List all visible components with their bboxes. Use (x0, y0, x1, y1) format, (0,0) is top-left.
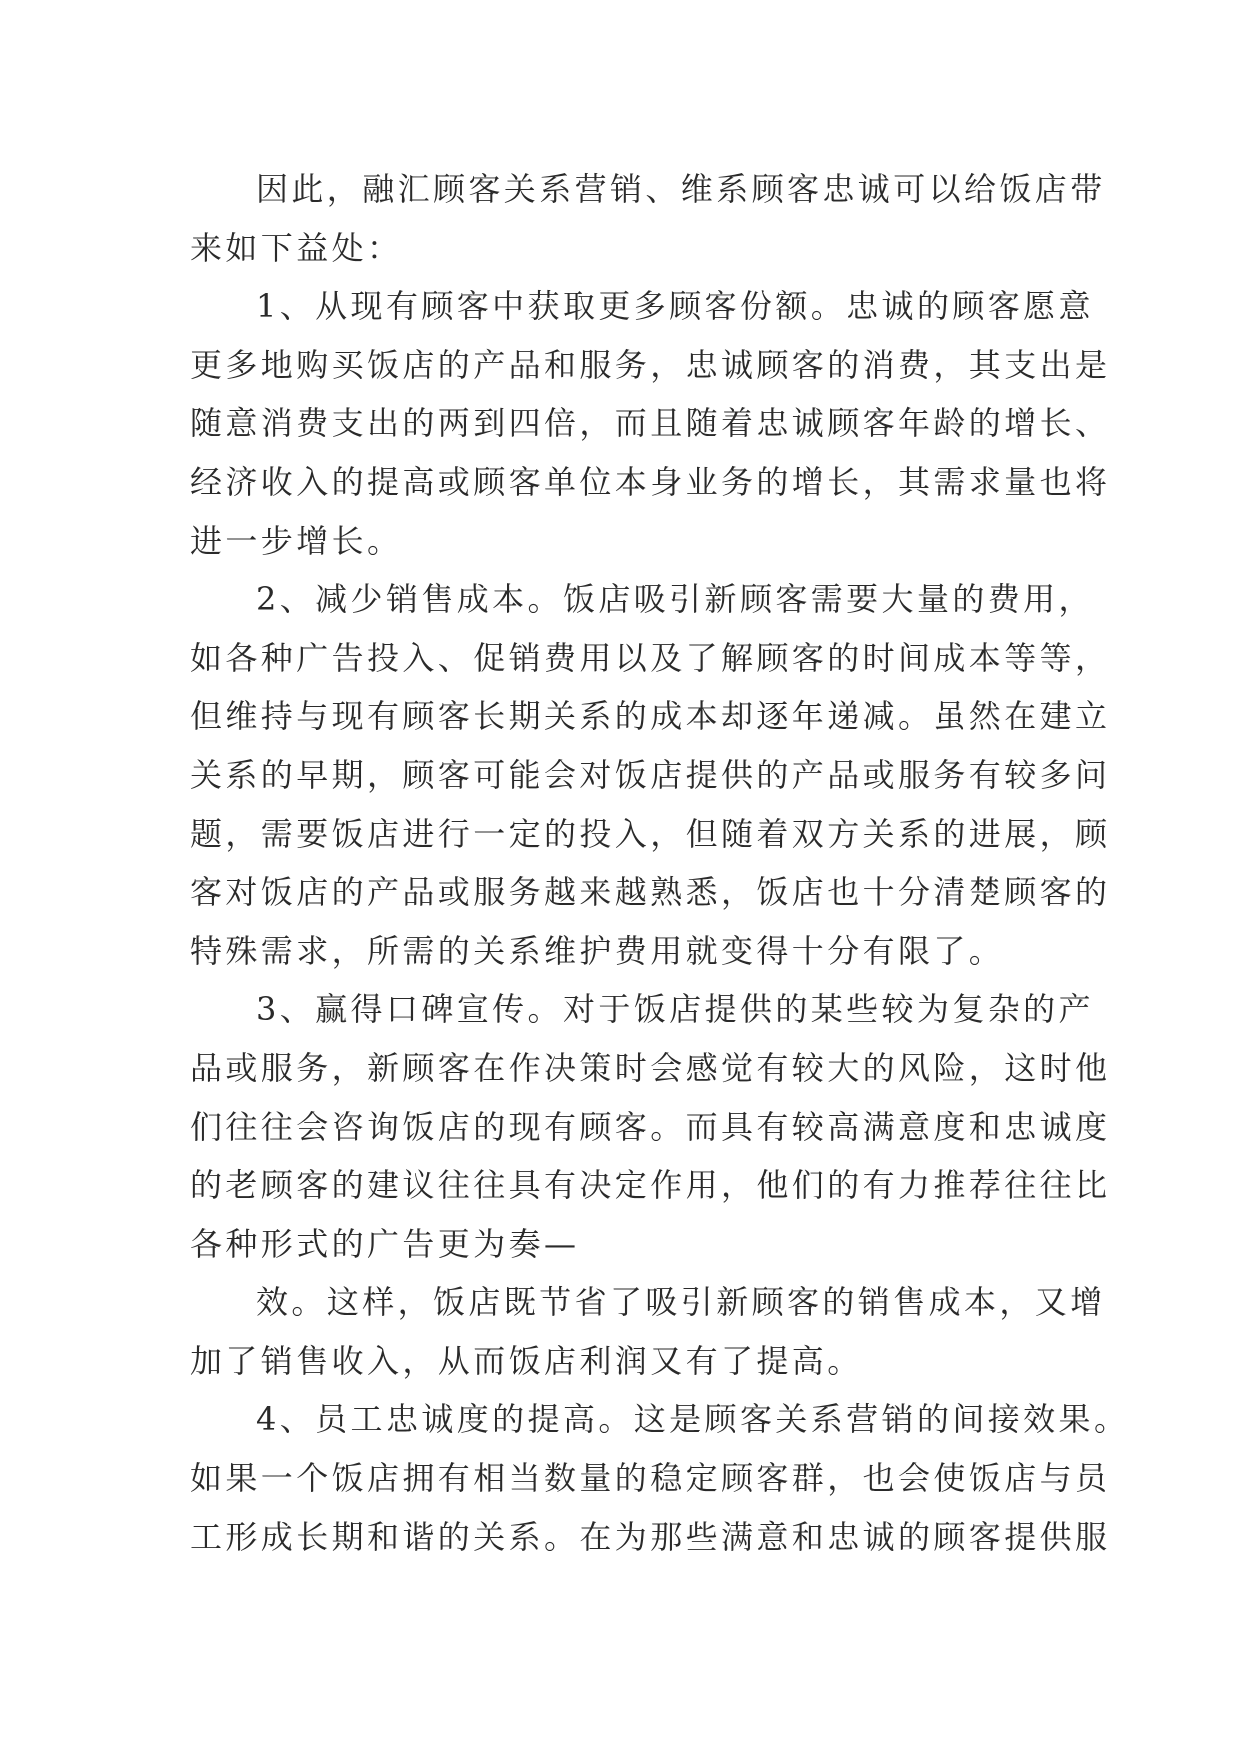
text-line: 如果一个饭店拥有相当数量的稳定顾客群，也会使饭店与员 (190, 1459, 1111, 1498)
text-line: 进一步增长。 (190, 521, 403, 560)
text-line: 各种形式的广告更为奏— (190, 1224, 580, 1263)
text-line: 们往往会咨询饭店的现有顾客。而具有较高满意度和忠诚度 (190, 1107, 1111, 1146)
text-line: 3、赢得口碑宣传。对于饭店提供的某些较为复杂的产 (256, 990, 1094, 1029)
text-line: 的老顾客的建议往往具有决定作用，他们的有力推荐往往比 (190, 1166, 1111, 1205)
text-line: 更多地购买饭店的产品和服务，忠诚顾客的消费，其支出是 (190, 345, 1111, 384)
text-line: 特殊需求，所需的关系维护费用就变得十分有限了。 (190, 931, 1005, 970)
text-line: 但维持与现有顾客长期关系的成本却逐年递减。虽然在建立 (190, 697, 1111, 736)
text-line: 效。这样，饭店既节省了吸引新顾客的销售成本，又增 (256, 1283, 1106, 1322)
text-line: 2、减少销售成本。饭店吸引新顾客需要大量的费用， (256, 580, 1094, 619)
text-line: 1、从现有顾客中获取更多顾客份额。忠诚的顾客愿意 (256, 287, 1094, 326)
text-line: 加了销售收入，从而饭店利润又有了提高。 (190, 1341, 863, 1380)
text-line: 题，需要饭店进行一定的投入，但随着双方关系的进展，顾 (190, 814, 1111, 853)
text-line: 随意消费支出的两到四倍，而且随着忠诚顾客年龄的增长、 (190, 404, 1111, 443)
text-line: 工形成长期和谐的关系。在为那些满意和忠诚的顾客提供服 (190, 1517, 1111, 1556)
text-line: 如各种广告投入、促销费用以及了解顾客的时间成本等等， (190, 638, 1111, 677)
text-line: 来如下益处： (190, 228, 403, 267)
body-text (190, 160, 1130, 1566)
text-line: 品或服务，新顾客在作决策时会感觉有较大的风险，这时他 (190, 1048, 1111, 1087)
text-line: 4、员工忠诚度的提高。这是顾客关系营销的间接效果。 (256, 1400, 1130, 1439)
text-line: 客对饭店的产品或服务越来越熟悉，饭店也十分清楚顾客的 (190, 873, 1111, 912)
text-line: 因此，融汇顾客关系营销、维系顾客忠诚可以给饭店带 (256, 170, 1106, 208)
text-line: 经济收入的提高或顾客单位本身业务的增长，其需求量也将 (190, 462, 1111, 501)
text-line: 关系的早期，顾客可能会对饭店提供的产品或服务有较多问 (190, 755, 1111, 794)
